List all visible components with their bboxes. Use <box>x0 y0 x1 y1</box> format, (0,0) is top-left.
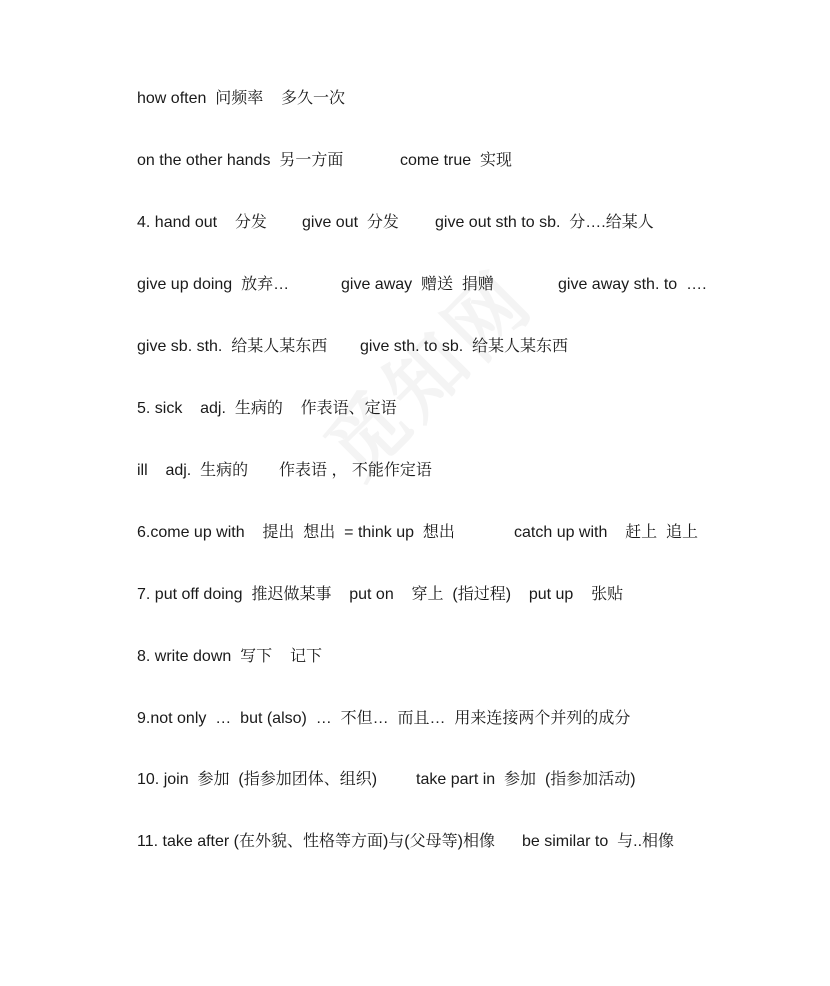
line-text: give up doing 放弃… <box>137 276 290 293</box>
vocab-line-6 <box>137 397 397 421</box>
line-text: 5. sick adj. 生病的 作表语、定语 <box>137 400 397 417</box>
line-text: give away 赠送 捐赠 <box>341 276 494 293</box>
line-text: how often 问频率 多久一次 <box>137 90 346 107</box>
vocab-line-10 <box>137 645 322 669</box>
line-text: 10. join 参加 (指参加团体、组织) <box>137 771 378 788</box>
line-text: give out sth to sb. 分….给某人 <box>435 214 654 231</box>
line-text: come true 实现 <box>400 152 513 169</box>
line-text: ill adj. 生病的 <box>137 462 249 479</box>
line-text: 6.come up with 提出 想出 = think up 想出 <box>137 524 455 541</box>
line-text: take part in 参加 (指参加活动) <box>416 771 636 788</box>
line-text: be similar to 与..相像 <box>522 833 675 850</box>
vocab-line-5 <box>137 335 569 359</box>
vocab-line-2 <box>137 149 513 173</box>
line-text: give away sth. to …. <box>558 276 707 293</box>
vocab-line-9 <box>137 583 624 607</box>
line-text: give sb. sth. 给某人某东西 <box>137 338 328 355</box>
line-text: 9.not only … but (also) … 不但… 而且… 用来连接两个并列的成分 <box>137 710 631 727</box>
line-text: give out 分发 <box>302 214 399 231</box>
vocab-line-12 <box>137 768 636 792</box>
line-text: give sth. to sb. 给某人某东西 <box>360 338 569 355</box>
vocab-line-4 <box>137 273 707 297</box>
line-text: 11. take after (在外貌、性格等方面)与(父母等)相像 <box>137 833 495 850</box>
vocab-line-7 <box>137 459 432 483</box>
line-text: 7. put off doing 推迟做某事 put on 穿上 (指过程) put up 张贴 <box>137 586 624 603</box>
line-text: 4. hand out 分发 <box>137 214 267 231</box>
line-text: 作表语 ， 不能作定语 <box>279 462 432 479</box>
line-text: 8. write down 写下 记下 <box>137 648 322 665</box>
vocab-line-1 <box>137 87 346 111</box>
vocab-line-3 <box>137 211 654 235</box>
line-text: on the other hands 另一方面 <box>137 152 344 169</box>
vocab-line-13 <box>137 830 675 854</box>
vocab-line-8 <box>137 521 699 545</box>
line-text: catch up with 赶上 追上 <box>514 524 699 541</box>
vocab-line-11 <box>137 707 631 731</box>
